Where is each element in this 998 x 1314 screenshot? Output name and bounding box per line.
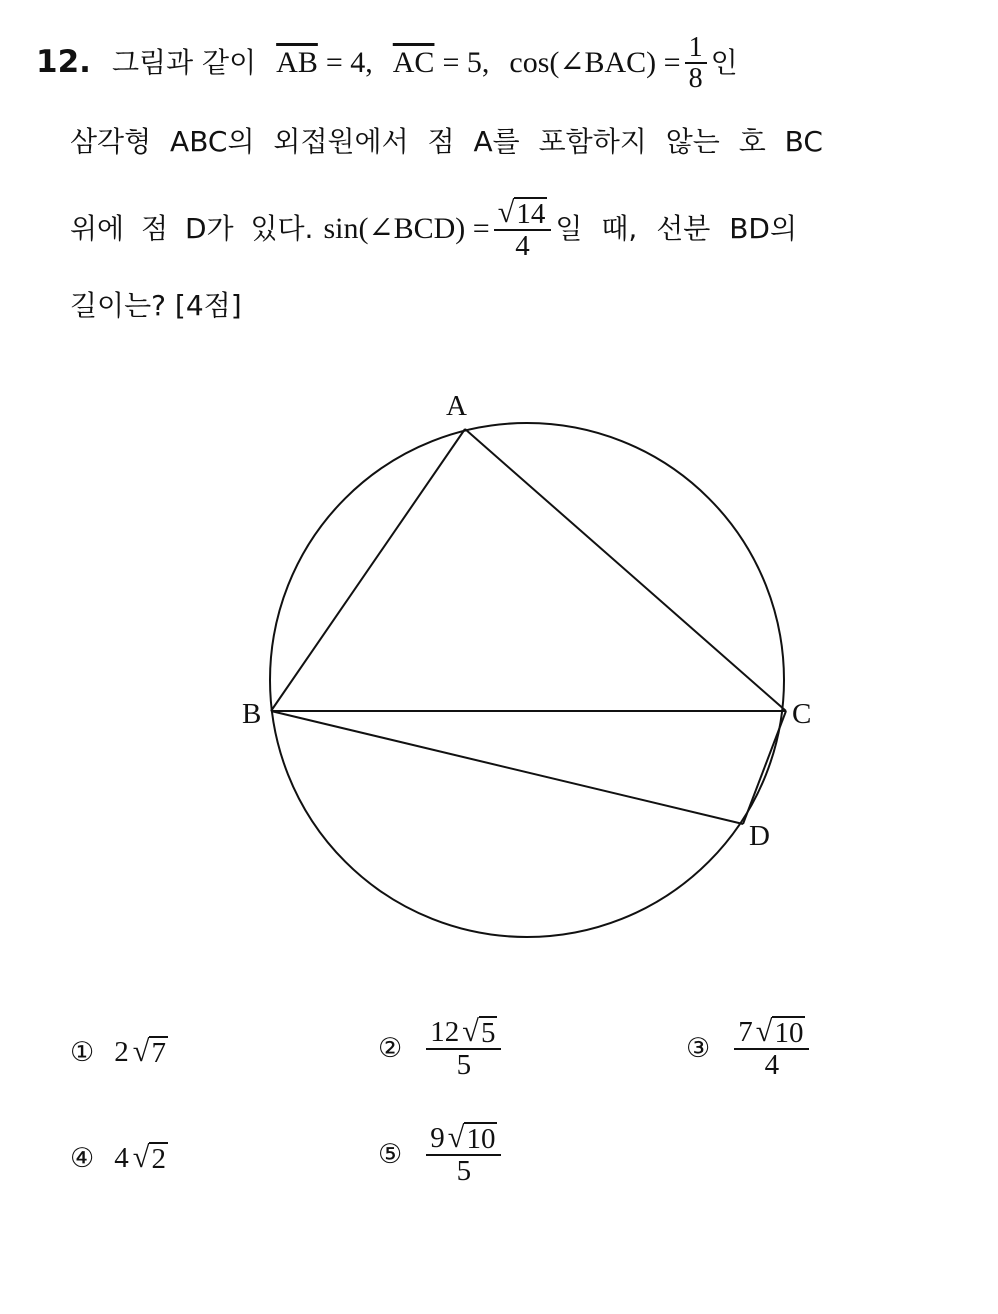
sin-denominator: 4 — [515, 230, 530, 262]
choice-denominator: 5 — [456, 1155, 472, 1188]
sqrt-symbol: √ 14 — [497, 194, 546, 230]
label-a: A — [446, 390, 467, 422]
segment-ac-line — [465, 429, 786, 711]
choice-radicand: 10 — [466, 1123, 496, 1155]
choice-4[interactable]: ④ 4 √ 2 — [70, 1140, 166, 1176]
choice-coef: 7 — [738, 1016, 753, 1048]
cos-denominator: 8 — [688, 63, 703, 94]
label-d: D — [749, 820, 770, 852]
choice-marker: ② — [378, 1032, 403, 1064]
question-text: 일 때, 선분 BD의 — [555, 212, 798, 245]
choice-denominator: 4 — [764, 1049, 780, 1082]
question-line-2: 삼각형 ABC의 외접원에서 점 A를 포함하지 않는 호 BC — [70, 125, 823, 158]
sin-expression: sin(∠BCD) = — [323, 212, 490, 245]
choice-coef: 12 — [430, 1016, 460, 1048]
segment-ab-line — [271, 429, 465, 711]
choice-radicand: 7 — [151, 1037, 166, 1070]
segment-cd-line — [743, 711, 786, 824]
cos-numerator: 1 — [688, 31, 703, 63]
label-b: B — [242, 698, 262, 730]
choice-radicand: 10 — [774, 1017, 804, 1049]
cos-expression: cos(∠BAC) = — [509, 46, 681, 79]
question-text: 위에 점 D가 있다. — [70, 212, 314, 245]
circumcircle — [270, 423, 784, 937]
segment-ab: $\overline{AB}$ — [276, 46, 318, 79]
choice-marker: ① — [70, 1037, 95, 1068]
ac-value: = 5, — [442, 46, 490, 79]
choice-coef: 4 — [114, 1142, 129, 1174]
choice-3[interactable]: ③ 7 √ 10 4 — [686, 1016, 813, 1081]
choice-coef: 2 — [114, 1036, 129, 1068]
choice-marker: ④ — [70, 1143, 95, 1174]
choice-radicand: 2 — [151, 1143, 166, 1176]
question-line-4: 길이는? [4점] — [70, 289, 242, 322]
question-number: 12. — [36, 44, 91, 80]
choice-denominator: 5 — [456, 1049, 472, 1082]
choice-radicand: 5 — [480, 1017, 496, 1049]
question-text: 그림과 같이 — [112, 46, 257, 79]
question-text: 인 — [710, 46, 738, 79]
sin-radicand: 14 — [516, 197, 546, 230]
choice-marker: ⑤ — [378, 1138, 403, 1170]
choice-marker: ③ — [686, 1032, 711, 1064]
label-c: C — [792, 698, 812, 730]
choice-2[interactable]: ② 12 √ 5 5 — [378, 1016, 505, 1081]
choice-coef: 9 — [430, 1122, 445, 1154]
choice-1[interactable]: ① 2 √ 7 — [70, 1034, 166, 1070]
choice-5[interactable]: ⑤ 9 √ 10 5 — [378, 1122, 505, 1187]
segment-bd-line — [271, 711, 743, 824]
segment-ac: $\overline{AC}$ — [392, 46, 435, 79]
ab-value: = 4, — [325, 46, 373, 79]
